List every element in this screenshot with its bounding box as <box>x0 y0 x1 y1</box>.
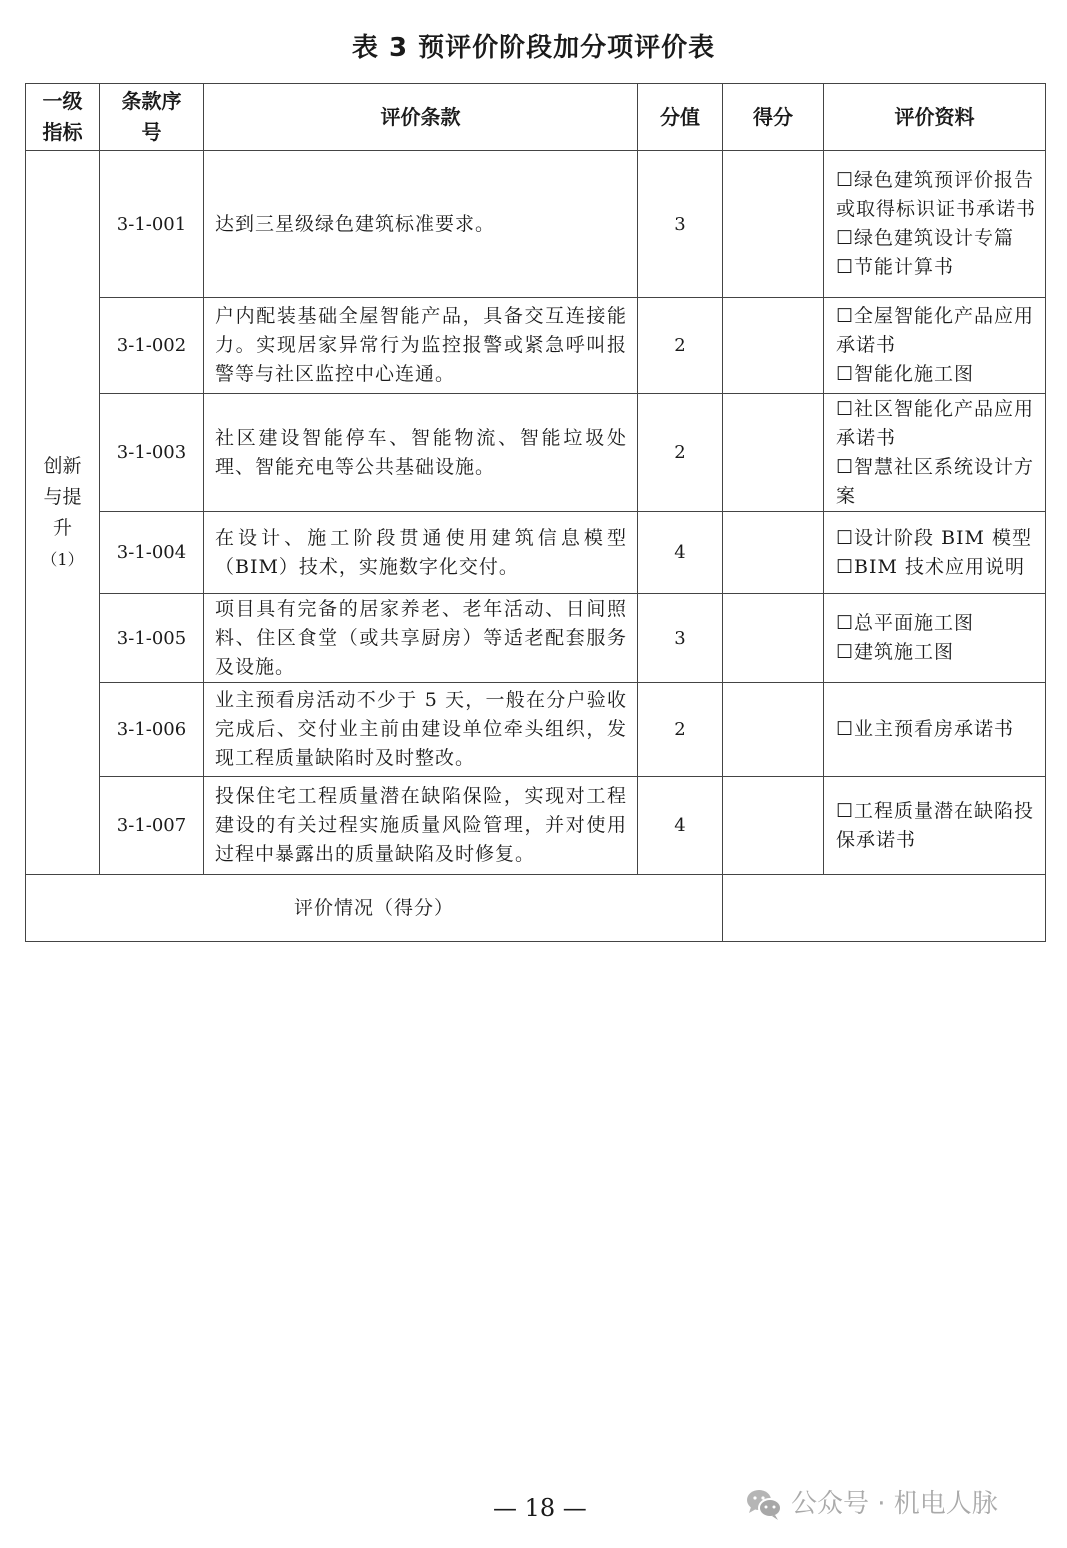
table-title: 表 3 预评价阶段加分项评价表 <box>351 33 716 63</box>
doc-checkbox-item[interactable]: ☐绿色建筑预评价报告或取得标识证书承诺书 <box>836 169 1037 220</box>
score-got[interactable] <box>723 594 824 683</box>
doc-checkbox-item[interactable]: ☐全屋智能化产品应用承诺书 <box>836 305 1035 356</box>
doc-checkbox-item[interactable]: ☐社区智能化产品应用承诺书 <box>836 397 1035 449</box>
page-number: — 18 — <box>493 1494 587 1522</box>
wechat-icon <box>745 1487 783 1521</box>
score-value: 2 <box>638 298 723 394</box>
score-got[interactable] <box>723 298 824 394</box>
clause-text: 户内配装基础全屋智能产品，具备交互连接能力。实现居家异常行为监控报警或紧急呼叫报警等与社区监控中心连通。 <box>204 298 638 394</box>
doc-checkbox-item[interactable]: ☐业主预看房承诺书 <box>836 718 1015 740</box>
evaluation-table <box>25 83 1046 942</box>
header-code-line-1: 条款序 <box>121 89 182 113</box>
score-value: 2 <box>638 683 723 777</box>
summary-row <box>26 875 1046 942</box>
summary-label: 评价情况（得分） <box>26 875 723 942</box>
header-row <box>26 84 1046 151</box>
table-row <box>26 512 1046 594</box>
header-level-line-2: 指标 <box>42 120 83 144</box>
clause-text: 达到三星级绿色建筑标准要求。 <box>204 151 638 298</box>
clause-text: 投保住宅工程质量潜在缺陷保险，实现对工程建设的有关过程实施质量风险管理，并对使用过程中暴露出的质量缺陷及时修复。 <box>204 777 638 875</box>
docs-cell <box>824 777 1046 875</box>
score-value: 3 <box>638 151 723 298</box>
doc-checkbox-item[interactable]: ☐智慧社区系统设计方案 <box>836 455 1035 507</box>
table-row <box>26 683 1046 777</box>
watermark-text: 公众号 · 机电人脉 <box>791 1489 998 1519</box>
header-docs: 评价资料 <box>824 84 1046 151</box>
clause-text: 在设计、施工阶段贯通使用建筑信息模型（BIM）技术，实施数字化交付。 <box>204 512 638 594</box>
clause-code: 3-1-001 <box>100 151 204 298</box>
clause-code: 3-1-002 <box>100 298 204 394</box>
header-level-line-1: 一级 <box>42 89 83 113</box>
table-row <box>26 594 1046 683</box>
header-got: 得分 <box>723 84 824 151</box>
doc-checkbox-item[interactable]: ☐设计阶段 BIM 模型 <box>836 526 1033 549</box>
score-value: 2 <box>638 394 723 512</box>
header-level <box>26 84 100 151</box>
score-got[interactable] <box>723 777 824 875</box>
header-score: 分值 <box>638 84 723 151</box>
level-line-3: 升 <box>52 516 72 539</box>
level-line-2: 与提 <box>43 485 82 508</box>
table-row <box>26 151 1046 298</box>
clause-code: 3-1-005 <box>100 594 204 683</box>
level-cell <box>26 151 100 875</box>
score-got[interactable] <box>723 151 824 298</box>
score-got[interactable] <box>723 683 824 777</box>
docs-cell <box>824 394 1046 512</box>
clause-code: 3-1-004 <box>100 512 204 594</box>
docs-cell <box>824 512 1046 594</box>
score-got[interactable] <box>723 512 824 594</box>
level-sub: （1） <box>41 549 84 569</box>
header-code <box>100 84 204 151</box>
score-got[interactable] <box>723 394 824 512</box>
doc-checkbox-item[interactable]: ☐总平面施工图 <box>836 612 975 634</box>
doc-checkbox-item[interactable]: ☐工程质量潜在缺陷投保承诺书 <box>836 799 1035 851</box>
doc-checkbox-item[interactable]: ☐绿色建筑设计专篇 <box>836 227 1015 249</box>
table-row <box>26 777 1046 875</box>
table-row <box>26 298 1046 394</box>
clause-code: 3-1-003 <box>100 394 204 512</box>
doc-checkbox-item[interactable]: ☐BIM 技术应用说明 <box>836 555 1025 578</box>
watermark <box>745 1484 998 1524</box>
docs-cell <box>824 151 1046 298</box>
clause-text: 业主预看房活动不少于 5 天，一般在分户验收完成后、交付业主前由建设单位牵头组织，发现工程质量缺陷时及时整改。 <box>204 683 638 777</box>
doc-checkbox-item[interactable]: ☐智能化施工图 <box>836 363 975 385</box>
clause-code: 3-1-007 <box>100 777 204 875</box>
clause-text: 项目具有完备的居家养老、老年活动、日间照料、住区食堂（或共享厨房）等适老配套服务及设施。 <box>204 594 638 683</box>
score-value: 4 <box>638 777 723 875</box>
score-value: 3 <box>638 594 723 683</box>
clause-code: 3-1-006 <box>100 683 204 777</box>
docs-cell <box>824 683 1046 777</box>
docs-cell <box>824 298 1046 394</box>
level-line-1: 创新 <box>43 454 82 477</box>
header-clause: 评价条款 <box>204 84 638 151</box>
doc-checkbox-item[interactable]: ☐节能计算书 <box>836 256 955 278</box>
clause-text: 社区建设智能停车、智能物流、智能垃圾处理、智能充电等公共基础设施。 <box>204 394 638 512</box>
header-code-line-2: 号 <box>141 120 162 144</box>
score-value: 4 <box>638 512 723 594</box>
summary-score[interactable] <box>723 875 1046 942</box>
table-row <box>26 394 1046 512</box>
docs-cell <box>824 594 1046 683</box>
doc-checkbox-item[interactable]: ☐建筑施工图 <box>836 641 955 663</box>
